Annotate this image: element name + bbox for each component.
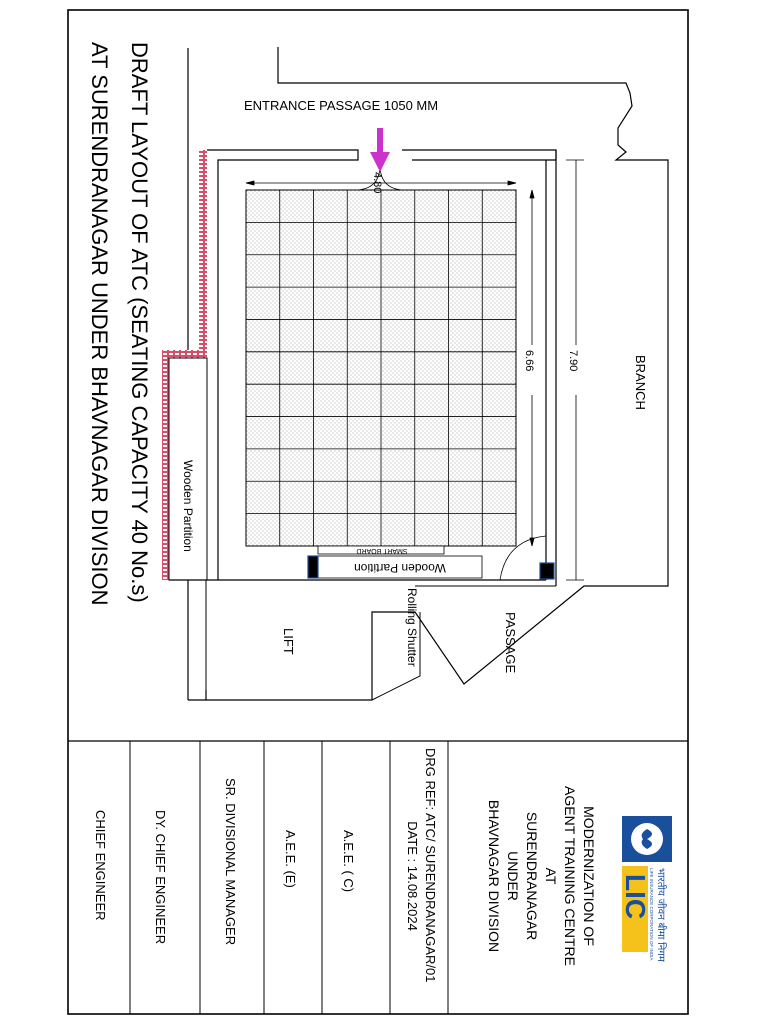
dimension-outer-label: 7.90 xyxy=(567,350,579,372)
project-line-1: MODERNIZATION OF xyxy=(581,806,597,946)
aee-civil: A.E.E. ( C) xyxy=(341,830,356,893)
drawing-subtitle: AT SURENDRANAGAR UNDER BHAVNAGAR DIVISION xyxy=(87,42,112,606)
entrance-label: ENTRANCE PASSAGE 1050 MM xyxy=(244,98,439,113)
seating-grid xyxy=(246,190,516,546)
project-line-5: UNDER xyxy=(505,851,521,901)
drawing-title: DRAFT LAYOUT OF ATC (SEATING CAPACITY 40 No.s) xyxy=(127,42,152,603)
brick-wall-left xyxy=(162,358,169,580)
column-right xyxy=(540,563,554,579)
rolling-shutter-label: Rolling Shutter xyxy=(405,588,419,667)
dy-chief-engineer: DY. CHIEF ENGINEER xyxy=(153,810,168,945)
drg-ref: DRG REF: ATC/ SURENDRANAGAR/01 xyxy=(423,748,438,983)
wooden-partition-box-label: Wooden Partition xyxy=(354,560,446,575)
wooden-partition-left-label: Wooden Partition xyxy=(181,460,195,552)
project-line-2: AGENT TRAINING CENTRE xyxy=(562,786,578,966)
dimension-inner-label: 6.66 xyxy=(523,350,535,372)
dimension-door-label: 4.80 xyxy=(371,172,383,194)
sr-divisional-manager: SR. DIVISIONAL MANAGER xyxy=(223,778,238,946)
aee-electrical: A.E.E. (E) xyxy=(283,830,298,888)
passage-label: PASSAGE xyxy=(503,612,518,674)
lift-label: LIFT xyxy=(281,628,296,655)
project-line-6: BHAVNAGAR DIVISION xyxy=(486,799,502,953)
project-line-4: SURENDRANAGAR xyxy=(524,811,540,941)
brick-wall-top xyxy=(199,150,207,350)
smart-board-label: SMART BOARD xyxy=(356,547,408,555)
entrance-arrow xyxy=(370,128,390,172)
room-wall-top-right xyxy=(402,150,556,160)
lic-logo-hindi: भारतीय जीवन बीमा निगम xyxy=(655,868,666,962)
lic-logo-sub: LIFE INSURANCE CORPORATION OF INDIA xyxy=(649,868,654,961)
column-left xyxy=(308,556,318,578)
chief-engineer: CHIEF ENGINEER xyxy=(93,810,108,921)
branch-label: BRANCH xyxy=(633,355,648,410)
project-line-3: AT xyxy=(543,867,559,885)
lic-logo-text: LIC xyxy=(620,874,651,920)
brick-wall-bend xyxy=(162,350,207,358)
drawing-date: DATE : 14.08.2024 xyxy=(405,821,420,931)
lic-logo xyxy=(618,812,672,963)
